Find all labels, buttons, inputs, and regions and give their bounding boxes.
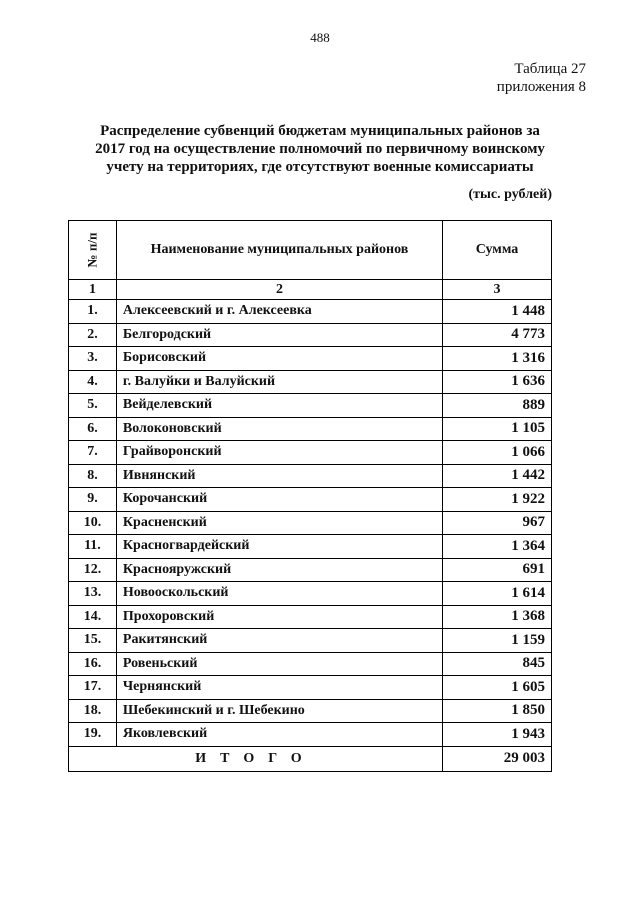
table-row [69,300,552,324]
amount: 1 316 [443,347,552,371]
header-num-label: № п/п [84,232,100,267]
table-row [69,582,552,606]
amount: 1 636 [443,370,552,394]
header-sum: Сумма [443,221,552,280]
row-number: 1. [69,300,117,324]
table-row [69,629,552,653]
row-number: 8. [69,464,117,488]
header-row [69,221,552,280]
amount: 845 [443,652,552,676]
district-name: Ракитянский [116,629,442,653]
district-name: г. Валуйки и Валуйский [116,370,442,394]
table-row [69,370,552,394]
district-name: Белгородский [116,323,442,347]
row-number: 16. [69,652,117,676]
amount: 4 773 [443,323,552,347]
district-name: Корочанский [116,488,442,512]
table-row [69,464,552,488]
row-number: 4. [69,370,117,394]
table-ref-line1: Таблица 27 [514,61,586,77]
amount: 1 159 [443,629,552,653]
total-label: ИТОГО [69,746,443,771]
column-index-row [69,280,552,300]
amount: 1 605 [443,676,552,700]
row-number: 19. [69,723,117,747]
district-name: Алексеевский и г. Алексеевка [116,300,442,324]
district-name: Грайворонский [116,441,442,465]
table-row [69,441,552,465]
title-line2: 2017 год на осуществление полномочий по первичному воинскому [95,141,545,157]
title-line1: Распределение субвенций бюджетам муниципальных районов за [100,123,540,139]
header-name: Наименование муниципальных районов [116,221,442,280]
row-number: 18. [69,699,117,723]
district-name: Борисовский [116,347,442,371]
header-num [69,221,117,280]
amount: 1 442 [443,464,552,488]
table-row [69,394,552,418]
district-name: Новооскольский [116,582,442,606]
row-number: 14. [69,605,117,629]
district-name: Чернянский [116,676,442,700]
table-row [69,323,552,347]
table-row [69,676,552,700]
district-name: Яковлевский [116,723,442,747]
table-row [69,511,552,535]
units-label: (тыс. рублей) [468,187,552,202]
row-number: 5. [69,394,117,418]
amount: 1 105 [443,417,552,441]
table-row [69,417,552,441]
amount: 889 [443,394,552,418]
table-row [69,605,552,629]
district-name: Красненский [116,511,442,535]
row-number: 9. [69,488,117,512]
document-title [70,122,570,176]
total-sum: 29 003 [443,746,552,771]
district-name: Вейделевский [116,394,442,418]
amount: 1 943 [443,723,552,747]
district-name: Прохоровский [116,605,442,629]
col-index-3: 3 [443,280,552,300]
row-number: 12. [69,558,117,582]
row-number: 7. [69,441,117,465]
amount: 967 [443,511,552,535]
table-row [69,699,552,723]
row-number: 3. [69,347,117,371]
total-row [69,746,552,771]
col-index-1: 1 [69,280,117,300]
table-reference [497,60,586,96]
table-row [69,347,552,371]
table-row [69,723,552,747]
district-name: Краснояружский [116,558,442,582]
district-name: Красногвардейский [116,535,442,559]
row-number: 2. [69,323,117,347]
table-row [69,558,552,582]
amount: 1 368 [443,605,552,629]
amount: 1 448 [443,300,552,324]
amount: 1 850 [443,699,552,723]
subvention-table [68,220,552,772]
amount: 1 066 [443,441,552,465]
table-ref-line2: приложения 8 [496,79,586,95]
district-name: Ивнянский [116,464,442,488]
table-row [69,535,552,559]
row-number: 11. [69,535,117,559]
row-number: 10. [69,511,117,535]
page-number: 488 [310,30,330,45]
row-number: 17. [69,676,117,700]
amount: 1 614 [443,582,552,606]
amount: 1 922 [443,488,552,512]
district-name: Ровеньский [116,652,442,676]
title-line3: учету на территориях, где отсутствуют военные комиссариаты [106,159,534,175]
table-row [69,652,552,676]
amount: 691 [443,558,552,582]
table-row [69,488,552,512]
row-number: 6. [69,417,117,441]
district-name: Волоконовский [116,417,442,441]
row-number: 13. [69,582,117,606]
col-index-2: 2 [116,280,442,300]
row-number: 15. [69,629,117,653]
amount: 1 364 [443,535,552,559]
district-name: Шебекинский и г. Шебекино [116,699,442,723]
